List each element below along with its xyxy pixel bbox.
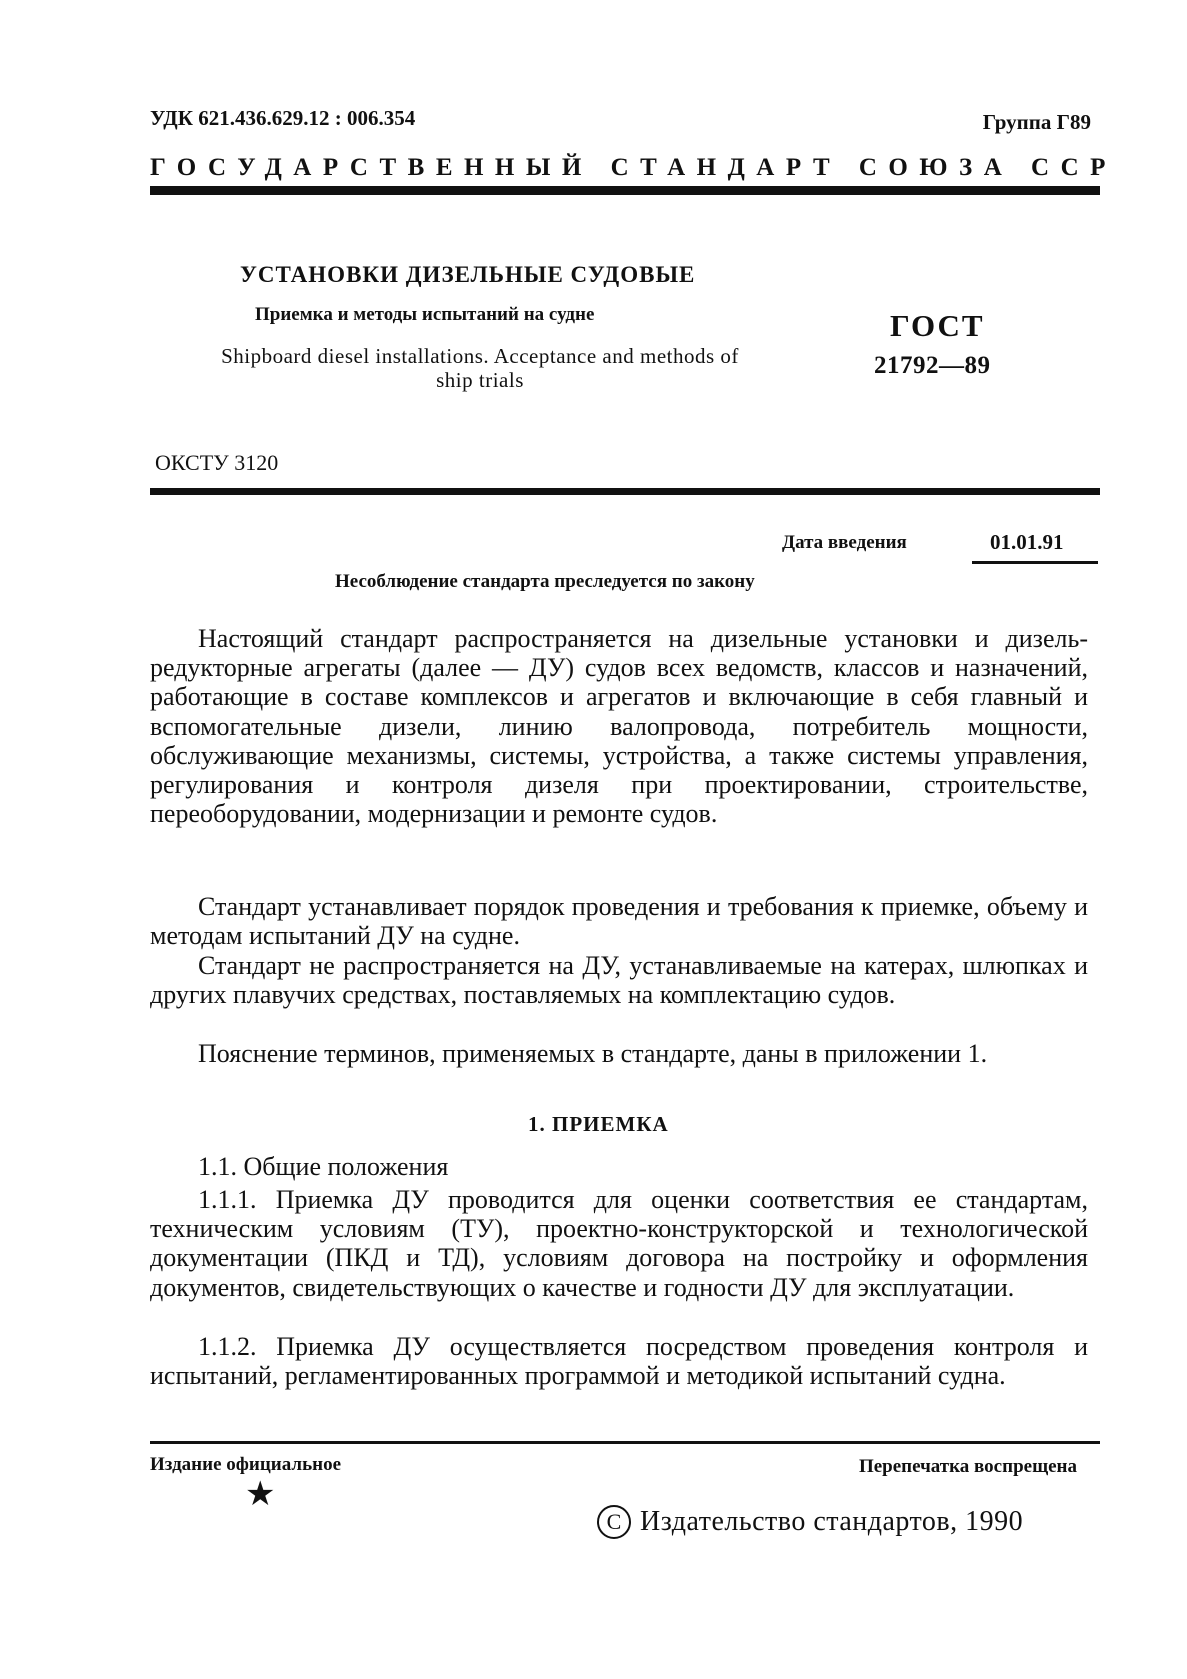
- header-divider: [150, 186, 1100, 195]
- section-heading: 1. ПРИЕМКА: [528, 1112, 669, 1136]
- official-edition-note: Издание официальное: [150, 1454, 342, 1475]
- date-underline: [972, 561, 1098, 564]
- paragraph-exclusions: Стандарт не распространяется на ДУ, устанавливаемые на катерах, шлюпках и других плавучих средствах, поставляемых на комплектацию судов.: [150, 951, 1088, 1010]
- clause-1-1-2: 1.1.2. Приемка ДУ осуществляется посредством проведения контроля и испытаний, регламентированных программой и методикой испытаний судна.: [150, 1332, 1088, 1391]
- document-subtitle: Приемка и методы испытаний на судне: [255, 304, 595, 325]
- gost-label: ГОСТ: [890, 308, 985, 343]
- paragraph-scope: Настоящий стандарт распространяется на дизельные установки и дизель-редукторные агрегаты (далее — ДУ) судов всех ведомств, классов и назначений, работающие в составе комплексов и агрегатов и включающие в себя главный и вспомогательные дизели, линию валопровода, потребитель мощности, обслуживающие механизмы, системы, устройства, а также системы управления, регулирования и контроля дизеля при проектировании, строительстве, переоборудовании, модернизации и ремонте судов.: [150, 624, 1088, 829]
- paragraph-purpose: Стандарт устанавливает порядок проведения и требования к приемке, объему и методам испытаний ДУ на судне.: [150, 892, 1088, 951]
- copyright-icon: C: [597, 1505, 631, 1539]
- legal-warning: Несоблюдение стандарта преследуется по закону: [335, 571, 755, 592]
- udk-code: УДК 621.436.629.12 : 006.354: [150, 106, 416, 130]
- clause-1-1-1: 1.1.1. Приемка ДУ проводится для оценки соответствия ее стандартам, техническим условиям (ТУ), проектно-конструкторской и технологической документации (ПКД и ТД), условиям договора на постройку и оформления документов, свидетельствующих о качестве и годности ДУ для эксплуатации.: [150, 1185, 1088, 1302]
- date-value: 01.01.91: [990, 530, 1064, 554]
- subsection-heading: 1.1. Общие положения: [198, 1152, 449, 1181]
- reprint-notice: Перепечатка воспрещена: [858, 1456, 1077, 1477]
- gost-number: 21792—89: [874, 352, 991, 379]
- document-title: УСТАНОВКИ ДИЗЕЛЬНЫЕ СУДОВЫЕ: [240, 262, 696, 287]
- star-icon: ★: [245, 1476, 276, 1513]
- state-standard-heading: ГОСУДАРСТВЕННЫЙ СТАНДАРТ СОЮЗА ССР: [150, 154, 1117, 181]
- group-code: Группа Г89: [982, 110, 1091, 134]
- title-divider: [150, 488, 1100, 495]
- publisher-line: Издательство стандартов, 1990: [640, 1506, 1024, 1537]
- paragraph-terms: Пояснение терминов, применяемых в стандарте, даны в приложении 1.: [198, 1039, 988, 1068]
- date-label: Дата введения: [782, 532, 907, 553]
- footer-divider: [150, 1441, 1100, 1444]
- english-title: Shipboard diesel installations. Acceptance and methods of ship trials: [221, 344, 739, 392]
- okstu-code: ОКСТУ 3120: [155, 450, 279, 475]
